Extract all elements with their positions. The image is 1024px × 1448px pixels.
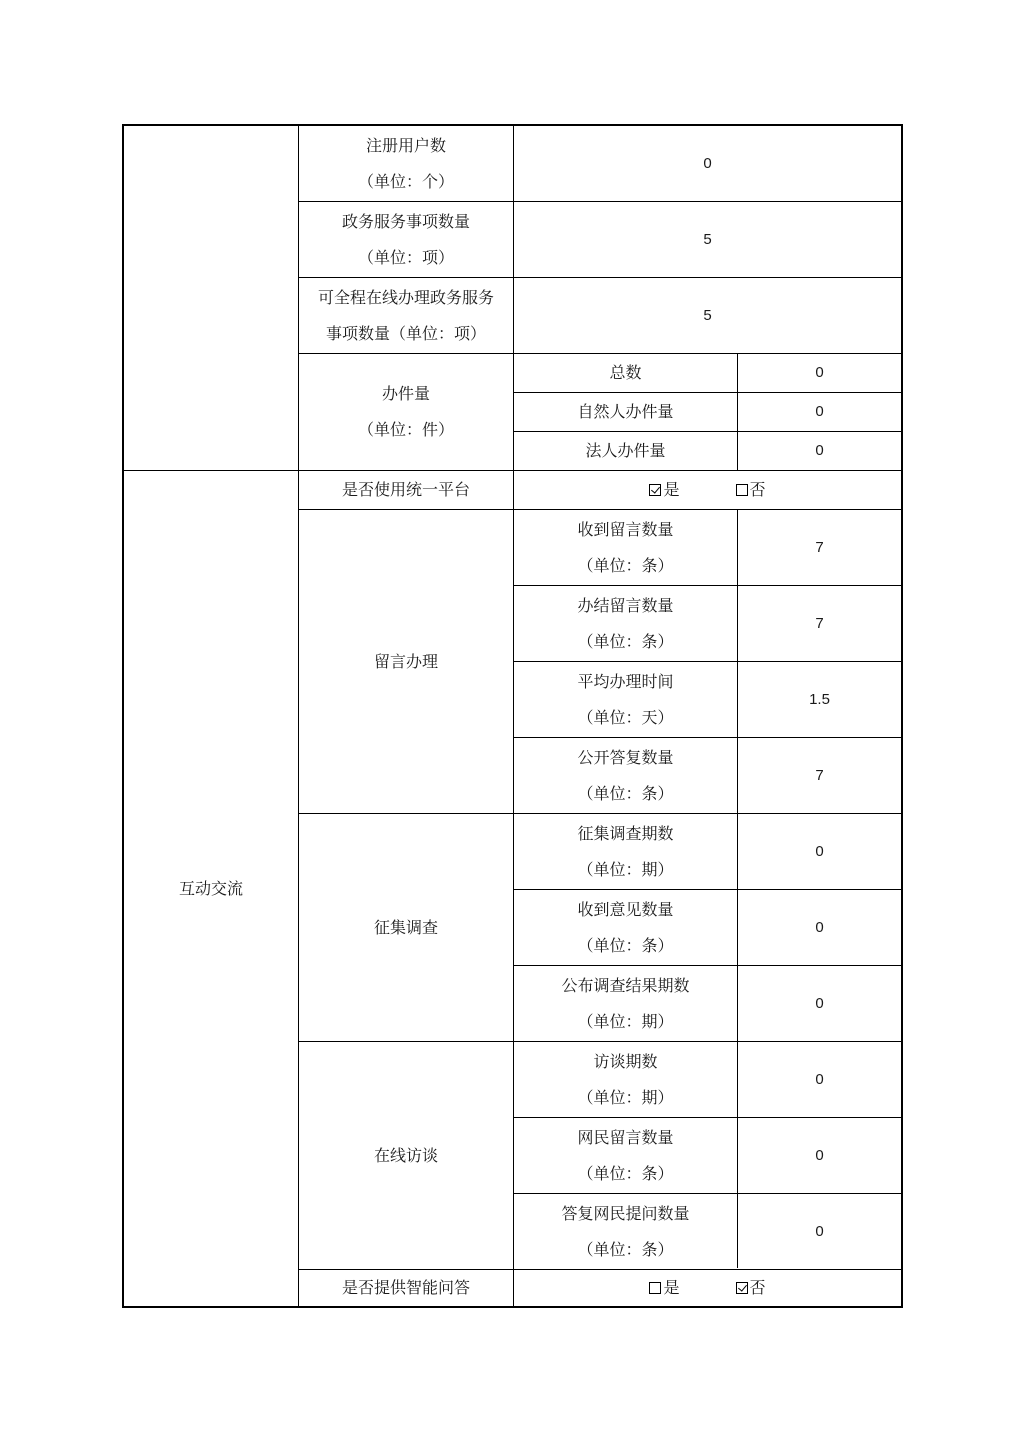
label-line1: 平均办理时间 (577, 671, 674, 691)
label-line2: （单位：条） (577, 631, 674, 651)
section-top-label (124, 126, 298, 470)
label-line1: 收到留言数量 (577, 519, 674, 539)
value-online-service-items: 5 (703, 306, 712, 324)
handling-natural-person-value: 0 (815, 403, 824, 420)
checkbox-icon[interactable] (649, 484, 661, 496)
label-line2: （单位：期） (577, 1011, 674, 1031)
statistics-table (122, 124, 903, 1308)
option-label: 是 (663, 480, 680, 499)
unified-platform-choice (514, 471, 901, 509)
interview-periods-label (514, 1042, 737, 1117)
label-line2: （单位：条） (577, 1239, 674, 1259)
label-line2: （单位：期） (577, 1087, 674, 1107)
label-line2: （单位：条） (577, 555, 674, 575)
handling-total-label: 总数 (609, 363, 642, 382)
messages-received-value: 7 (815, 538, 824, 556)
smart-qa-yes-option[interactable] (649, 1270, 679, 1306)
section-interaction-label-text: 互动交流 (178, 878, 243, 898)
row-label-line1: 政务服务事项数量 (341, 211, 470, 231)
label-line2: （单位：条） (577, 935, 674, 955)
interview-replies-label (514, 1194, 737, 1269)
messages-completed-value: 7 (815, 614, 824, 632)
handling-total-value: 0 (815, 364, 824, 381)
row-label-line2: （单位：项） (357, 247, 454, 267)
messages-completed-label (514, 586, 737, 661)
label-line2: （单位：天） (577, 707, 674, 727)
group-label-survey: 征集调查 (373, 917, 438, 937)
row-label-line1: 办件量 (381, 384, 430, 403)
interview-replies-value: 0 (815, 1222, 824, 1240)
handling-legal-person-label: 法人办件量 (585, 441, 666, 460)
row-label-line1: 注册用户数 (365, 135, 446, 155)
row-label-registered-users (299, 126, 513, 201)
row-label-line2: （单位：件） (357, 420, 454, 439)
section-interaction-label (124, 471, 298, 1306)
checkbox-icon[interactable] (649, 1282, 661, 1294)
label-line1: 办结留言数量 (577, 595, 674, 615)
row-label-handling-volume (299, 354, 513, 470)
label-line1: 网民留言数量 (577, 1127, 674, 1147)
group-label-messages: 留言办理 (373, 651, 438, 671)
label-line1: 访谈期数 (593, 1051, 658, 1071)
smart-qa-no-option[interactable] (736, 1270, 766, 1306)
messages-public-replies-value: 7 (815, 766, 824, 784)
option-label: 是 (663, 1278, 680, 1297)
label-line2: （单位：条） (577, 1163, 674, 1183)
interview-periods-value: 0 (815, 1070, 824, 1088)
value-registered-users: 0 (703, 154, 712, 172)
survey-periods-value: 0 (815, 842, 824, 860)
handling-natural-person-label: 自然人办件量 (577, 402, 674, 421)
row-label-line2: 事项数量（单位：项） (325, 323, 486, 343)
row-label-unified-platform: 是否使用统一平台 (341, 480, 470, 499)
label-line1: 公布调查结果期数 (561, 975, 690, 995)
group-label-interview: 在线访谈 (373, 1145, 438, 1165)
checkbox-icon[interactable] (736, 484, 748, 496)
interview-messages-label (514, 1118, 737, 1193)
label-line1: 答复网民提问数量 (561, 1203, 690, 1223)
messages-received-label (514, 510, 737, 585)
row-label-service-items (299, 202, 513, 277)
survey-opinions-value: 0 (815, 918, 824, 936)
label-line1: 征集调查期数 (577, 823, 674, 843)
label-line2: （单位：期） (577, 859, 674, 879)
unified-platform-yes-option[interactable] (649, 472, 679, 508)
messages-public-replies-label (514, 738, 737, 813)
handling-legal-person-value: 0 (815, 442, 824, 459)
messages-average-time-value: 1.5 (809, 690, 830, 708)
survey-results-label (514, 966, 737, 1041)
survey-periods-label (514, 814, 737, 889)
unified-platform-no-option[interactable] (736, 472, 766, 508)
row-label-line2: （单位：个） (357, 171, 454, 191)
label-line2: （单位：条） (577, 783, 674, 803)
option-label: 否 (749, 1278, 766, 1297)
row-label-smart-qa: 是否提供智能问答 (341, 1278, 470, 1297)
survey-opinions-label (514, 890, 737, 965)
smart-qa-choice (514, 1270, 901, 1306)
row-label-line1: 可全程在线办理政务服务 (317, 287, 494, 307)
row-label-online-service-items (299, 278, 513, 353)
checkbox-icon[interactable] (736, 1282, 748, 1294)
messages-average-time-label (514, 662, 737, 737)
label-line1: 公开答复数量 (577, 747, 674, 767)
interview-messages-value: 0 (815, 1146, 824, 1164)
label-line1: 收到意见数量 (577, 899, 674, 919)
option-label: 否 (749, 480, 766, 499)
value-service-items: 5 (703, 230, 712, 248)
survey-results-value: 0 (815, 994, 824, 1012)
